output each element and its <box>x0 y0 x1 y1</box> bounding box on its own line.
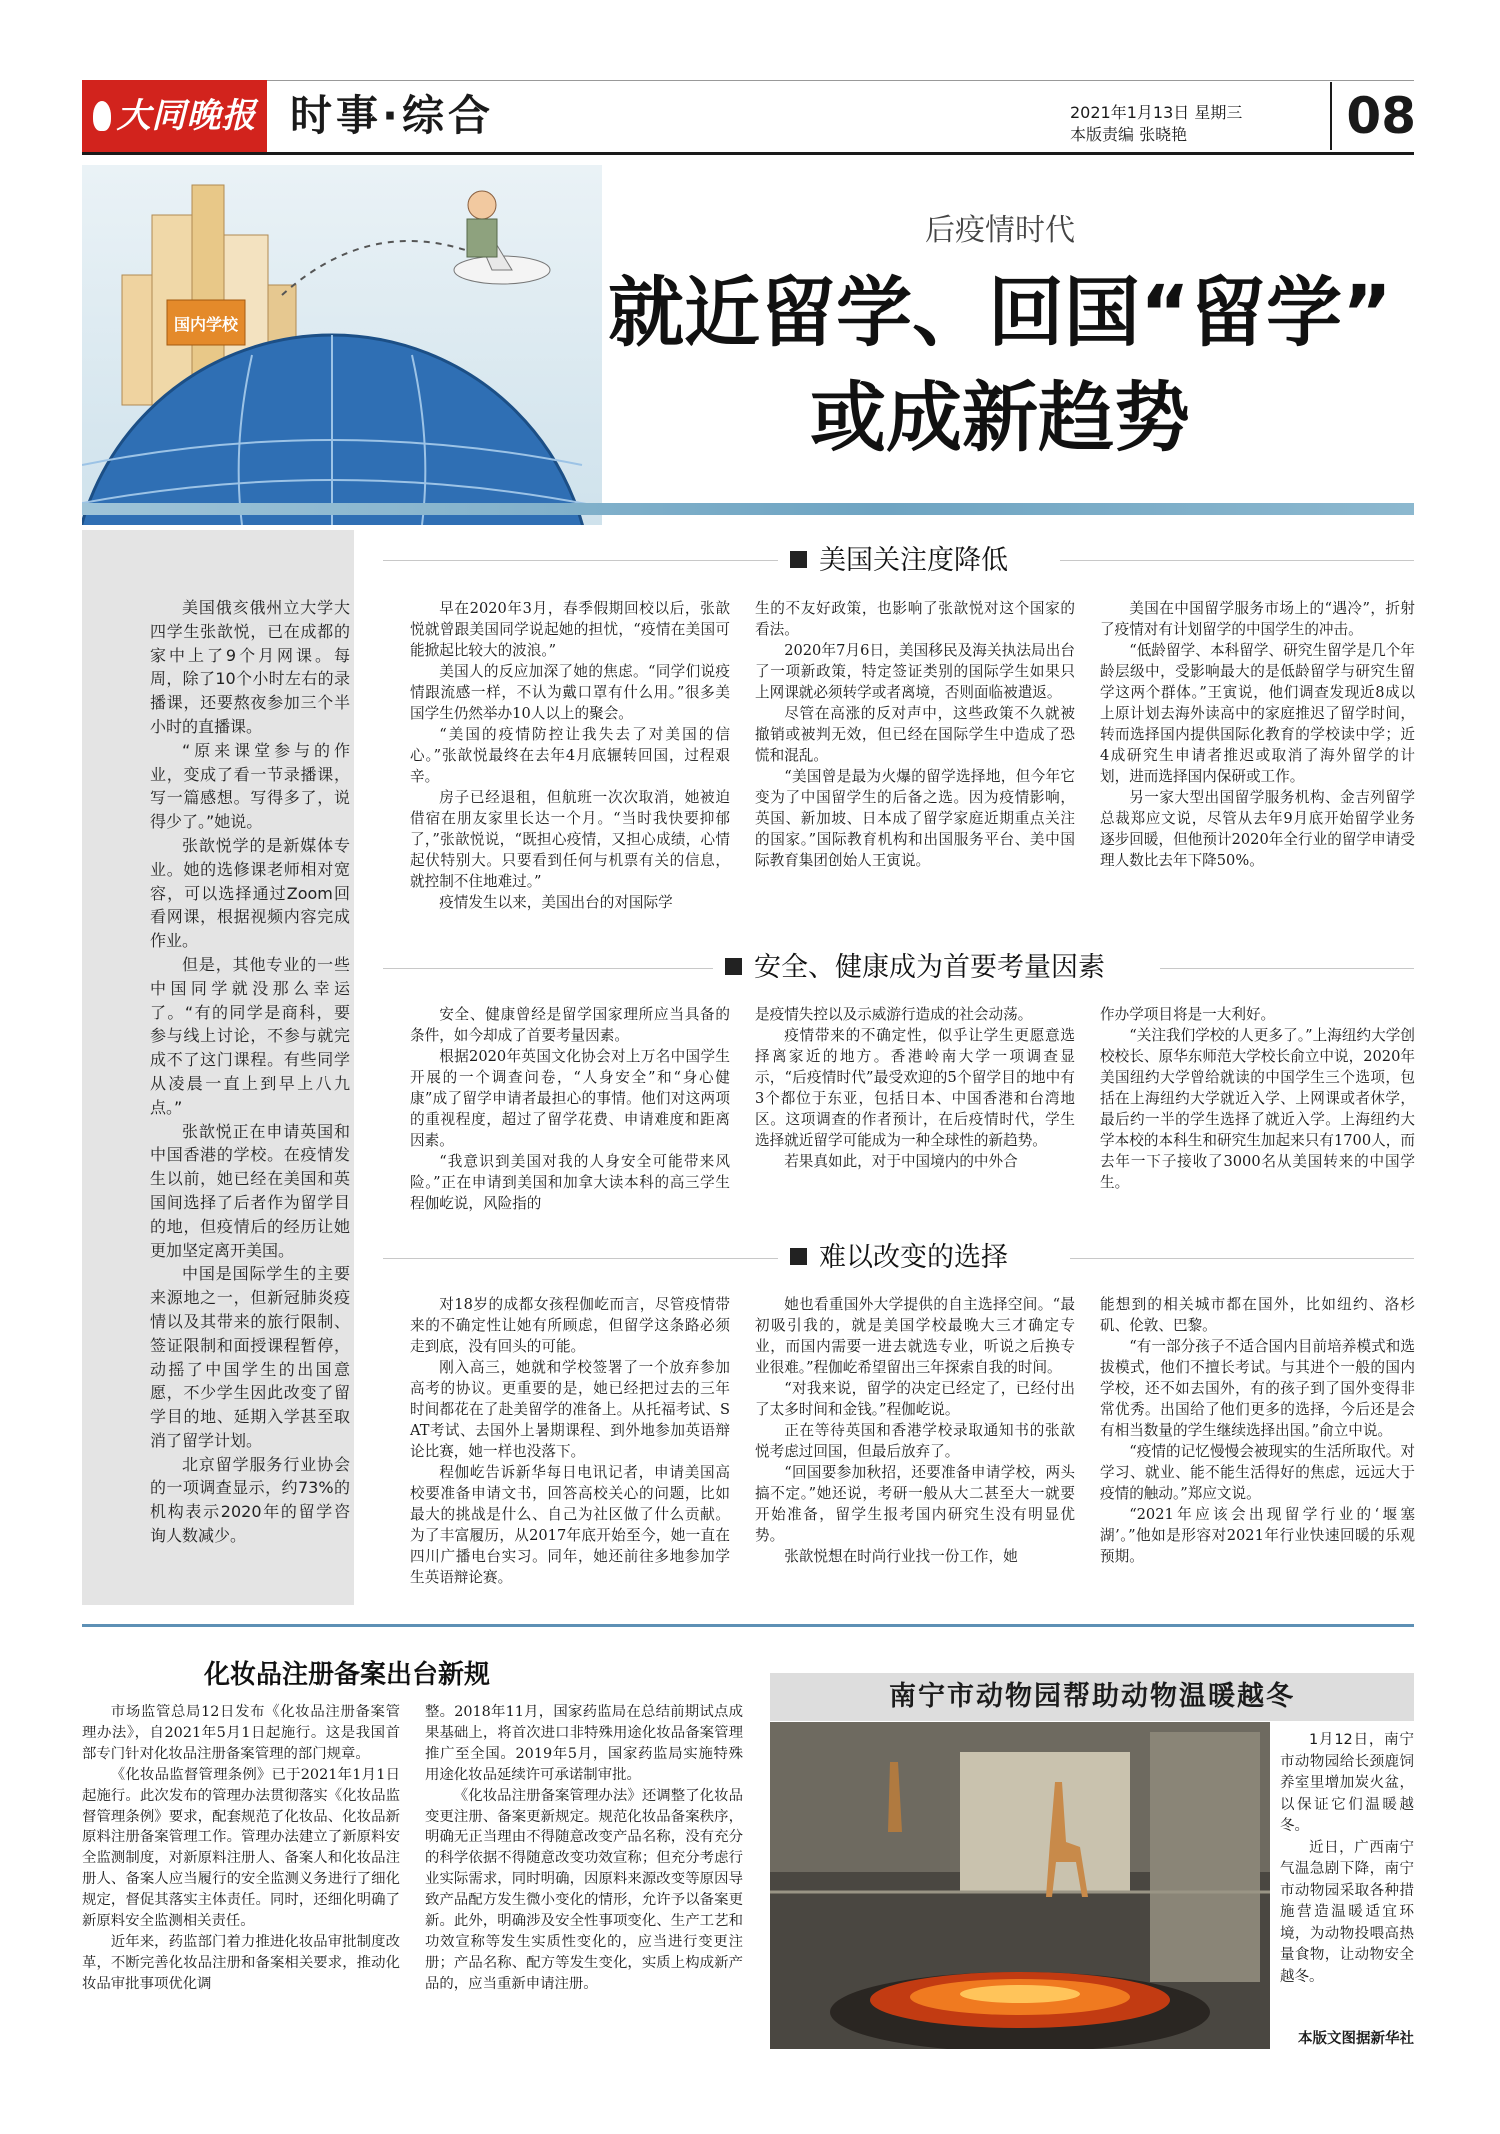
sidebar-paragraph: 张歆悦正在申请英国和中国香港的学校。在疫情发生以前，她已经在美国和英国间选择了后者作为留学目的地，但疫情后的经历让她更加坚定离开美国。 <box>150 1121 350 1260</box>
zoo-article-title: 南宁市动物园帮助动物温暖越冬 <box>770 1673 1414 1721</box>
zoo-photo <box>770 1722 1270 2049</box>
section-rule <box>1060 560 1414 561</box>
headline-line-2: 或成新趋势 <box>810 373 1190 462</box>
paragraph: “2021年应该会出现留学行业的‘堰塞湖’。”他如是形容对2021年行业快速回暖的乐观预期。 <box>1100 1506 1415 1565</box>
paragraph: 疫情带来的不确定性，似乎让学生更愿意选择离家近的地方。香港岭南大学一项调查显示，“后疫情时代”最受欢迎的5个留学目的地中有3个都位于东亚，包括日本、中国香港和台湾地区。这项调查的作者预计，在后疫情时代，学生选择就近留学可能成为一种全球性的新趋势。 <box>755 1027 1075 1149</box>
paragraph: 能想到的相关城市都在国外，比如纽约、洛杉矶、伦敦、巴黎。 <box>1100 1296 1415 1334</box>
bottom-divider <box>82 1624 1414 1627</box>
paragraph: 程伽屹告诉新华每日电讯记者，申请美国高校要准备申请文书，回答高校关心的问题，比如最大的挑战是什么、自己为社区做了什么贡献。为了丰富履历，从2017年底开始至今，她一直在四川广播电台实习。同年，她还前往多地参加学生英语辩论赛。 <box>410 1464 730 1586</box>
square-bullet-icon <box>790 1248 807 1265</box>
section-2-heading <box>725 950 1105 986</box>
paragraph: 整。2018年11月，国家药监局在总结前期试点成果基础上，将首次进口非特殊用途化妆品备案管理推广至全国。2019年5月，国家药监局实施特殊用途化妆品延续许可承诺制审批。 <box>425 1704 743 1783</box>
flame-icon <box>93 101 111 131</box>
section-2-column-1 <box>410 1004 730 1214</box>
paragraph: “美国的疫情防控让我失去了对美国的信心。”张歆悦最终在去年4月底辗转回国，过程艰辛。 <box>410 726 730 785</box>
sidebar-paragraph: 张歆悦学的是新媒体专业。她的选修课老师相对宽容，可以选择通过Zoom回看网课，根据视频内容完成作业。 <box>150 835 350 951</box>
section-rule <box>383 968 713 969</box>
paragraph: “关注我们学校的人更多了。”上海纽约大学创校校长、原华东师范大学校长俞立中说，2020年美国纽约大学曾给就读的中国学生三个选项，包括在上海纽约大学就近入学、上网课或者休学，最后约一半的学生选择了就近入学。上海纽约大学本校的本科生和研究生加起来只有1700人，而去年一下子接收了3000名从美国转来的中国学生。 <box>1100 1027 1415 1191</box>
sidebar-paragraph: 中国是国际学生的主要来源地之一，但新冠肺炎疫情以及其带来的旅行限制、签证限制和面授课程暂停，动摇了中国学生的出国意愿，不少学生因此改变了留学目的地、延期入学甚至取消了留学计划。 <box>150 1264 350 1450</box>
paragraph: 若果真如此，对于中国境内的中外合 <box>784 1153 1018 1170</box>
paragraph: “我意识到美国对我的人身安全可能带来风险。”正在申请到美国和加拿大读本科的高三学生程伽屹说，风险指的 <box>410 1153 730 1212</box>
paragraph: 根据2020年英国文化协会对上万名中国学生开展的一个调查问卷，“人身安全”和“身心健康”成了留学申请者最担心的事情。他们对这两项的重视程度，超过了留学花费、申请难度和距离因素。 <box>410 1048 730 1149</box>
cosmetics-article-title: 化妆品注册备案出台新规 <box>203 1660 490 1690</box>
zoo-caption <box>1280 1730 1414 1988</box>
paragraph: 《化妆品注册备案管理办法》还调整了化妆品变更注册、备案更新规定。规范化妆品备案秩序，明确无正当理由不得随意改变产品名称，没有充分的科学依据不得随意改变功效宣称；但充分考虑行业实际需求，同时明确，因原料来源改变等原因导致产品配方发生微小变化的情形，允许予以备案更新。此外，明确涉及安全性事项变化、生产工艺和功效宣称等发生实质性变化的，应当进行变更注册；产品名称、配方等发生变化，实质上构成新产品的，应当重新申请注册。 <box>425 1787 743 1992</box>
paragraph: 生的不友好政策，也影响了张歆悦对这个国家的看法。 <box>755 600 1075 638</box>
paragraph: 作办学项目将是一大利好。 <box>1100 1006 1276 1023</box>
paragraph: “回国要参加秋招，还要准备申请学校，两头搞不定。”她还说，考研一般从大二甚至大一就要开始准备，留学生报考国内研究生没有明显优势。 <box>755 1464 1075 1544</box>
paragraph: 张歆悦想在时尚行业找一份工作，她 <box>784 1548 1018 1565</box>
photo-credit: 本版文图据新华社 <box>1298 2031 1414 2047</box>
paragraph: 安全、健康曾经是留学国家理所应当具备的条件，如今却成了首要考量因素。 <box>410 1006 730 1044</box>
issue-date: 2021年1月13日 星期三 <box>1070 103 1243 122</box>
school-sign: 国内学校 <box>173 315 239 334</box>
paragraph: “低龄留学、本科留学、研究生留学是几个年龄层级中，受影响最大的是低龄留学与研究生留学这两个群体。”王寅说，他们调查发现近8成以上原计划去海外读高中的家庭推迟了留学时间，转而选择国内提供国际化教育的学校读中学；近4成研究生申请者推迟或取消了海外留学的计划，进而选择国内保研或工作。 <box>1100 642 1415 785</box>
sidebar-paragraph: 但是，其他专业的一些中国同学就没那么幸运了。“有的同学是商科，要参与线上讨论，不参与就完成不了这门课程。有些同学从凌晨一直上到早上八九点。” <box>150 954 350 1117</box>
issue-info <box>1070 102 1242 146</box>
section-2-title: 安全、健康成为首要考量因素 <box>754 952 1105 983</box>
square-bullet-icon <box>790 551 807 568</box>
section-1-heading <box>790 543 1008 579</box>
section-1-title: 美国关注度降低 <box>819 545 1008 576</box>
paragraph: 正在等待英国和香港学校录取通知书的张歆悦考虑过回国，但最后放弃了。 <box>755 1422 1075 1460</box>
section-rule <box>383 560 778 561</box>
headline-line-1: 就近留学、回国“留学” <box>608 268 1392 357</box>
paragraph: 市场监管总局12日发布《化妆品注册备案管理办法》，自2021年5月1日起施行。这是我国首部专门针对化妆品注册备案管理的部门规章。 <box>82 1704 400 1762</box>
headline-kicker: 后疫情时代 <box>925 213 1075 248</box>
paragraph: 早在2020年3月，春季假期回校以后，张歆悦就曾跟美国同学说起她的担忧，“疫情在美国可能掀起比较大的波浪。” <box>410 600 730 659</box>
paragraph: 2020年7月6日，美国移民及海关执法局出台了一项新政策，特定签证类别的国际学生如果只上网课就必须转学或者离境，否则面临被遣返。 <box>755 642 1075 701</box>
paragraph: “有一部分孩子不适合国内目前培养模式和选拔模式，他们不擅长考试。与其进个一般的国内学校，还不如去国外，有的孩子到了国外变得非常优秀。出国给了他们更多的选择，今后还是会有相当数量的学生继续选择出国。”俞立中说。 <box>1100 1338 1415 1439</box>
paragraph: 对18岁的成都女孩程伽屹而言，尽管疫情带来的不确定性让她有所顾虑，但留学这条路必须走到底，没有回头的可能。 <box>410 1296 730 1355</box>
square-bullet-icon <box>725 958 742 975</box>
paragraph: 尽管在高涨的反对声中，这些政策不久就被撤销或被判无效，但已经在国际学生中造成了恐慌和混乱。 <box>755 705 1075 764</box>
paragraph: “美国曾是最为火爆的留学选择地，但今年它变为了中国留学生的后备之选。因为疫情影响，英国、新加坡、日本成了留学家庭近期重点关注的国家。”国际教育机构和出国服务平台、美中国际教育集团创始人王寅说。 <box>755 768 1075 869</box>
paragraph: “对我来说，留学的决定已经定了，已经付出了太多时间和金钱。”程伽屹说。 <box>755 1380 1075 1418</box>
cosmetics-column-1 <box>82 1702 400 1995</box>
section-1-column-1 <box>410 598 730 913</box>
paragraph: 另一家大型出国留学服务机构、金吉列留学总裁郑应文说，尽管从去年9月底开始留学业务逐步回暖，但他预计2020年全行业的留学申请受理人数比去年下降50%。 <box>1100 789 1415 869</box>
paragraph: “疫情的记忆慢慢会被现实的生活所取代。对学习、就业、能不能生活得好的焦虑，远远大于疫情的触动。”郑应文说。 <box>1100 1443 1415 1502</box>
section-rule <box>1160 968 1414 969</box>
lead-sidebar-text <box>150 596 350 1548</box>
paragraph: 她也看重国外大学提供的自主选择空间。“最初吸引我的，就是美国学校最晚大三才确定专业，而国内需要一进去就选专业，听说之后换专业很难。”程伽屹希望留出三年探索自我的时间。 <box>755 1296 1075 1376</box>
paragraph: 是疫情失控以及示威游行造成的社会动荡。 <box>755 1006 1033 1023</box>
sidebar-paragraph: “原来课堂参与的作业，变成了看一节录播课，写一篇感想。写得多了，说得少了。”她说。 <box>150 740 350 832</box>
section-3-heading <box>790 1240 1008 1276</box>
section-rule <box>383 1258 778 1259</box>
cosmetics-column-2 <box>425 1702 743 1995</box>
lead-illustration <box>82 165 602 525</box>
decorative-band <box>82 503 1414 515</box>
globe-illustration <box>82 165 602 525</box>
section-1-column-3 <box>1100 598 1415 871</box>
masthead-top-rule <box>82 80 1414 81</box>
section-3-title: 难以改变的选择 <box>819 1242 1008 1273</box>
sidebar-paragraph: 北京留学服务行业协会的一项调查显示，约73%的机构表示2020年的留学咨询人数减少。 <box>150 1454 350 1546</box>
page-number: 08 <box>1330 82 1416 150</box>
paragraph: 近年来，药监部门着力推进化妆品审批制度改革，不断完善化妆品注册和备案相关要求，推动化妆品审批事项优化调 <box>82 1933 400 1992</box>
section-1-column-2 <box>755 598 1075 871</box>
section-rule <box>1070 1258 1414 1259</box>
paragraph: 《化妆品监督管理条例》已于2021年1月1日起施行。此次发布的管理办法贯彻落实《化妆品监督管理条例》要求，配套规范了化妆品、化妆品新原料注册备案管理工作。管理办法建立了新原料安全监测制度，对新原料注册人、备案人和化妆品注册人、备案人应当履行的安全监测义务进行了细化规定，督促其落实主体责任。同时，还细化明确了新原料安全监测相关责任。 <box>82 1766 400 1930</box>
section-name: 时事·综合 <box>290 91 494 140</box>
caption-paragraph: 1月12日，南宁市动物园给长颈鹿饲养室里增加炭火盆，以保证它们温暖越冬。 <box>1280 1732 1414 1834</box>
paragraph: 刚入高三，她就和学校签署了一个放弃参加高考的协议。更重要的是，她已经把过去的三年时间都花在了赴美留学的准备上。从托福考试、SAT考试、去国外上暑期课程、到外地参加英语辩论比赛，她一样也没落下。 <box>410 1359 730 1460</box>
page-editor: 本版责编 张晓艳 <box>1070 125 1188 144</box>
section-2-column-3 <box>1100 1004 1415 1193</box>
section-2-column-2 <box>755 1004 1075 1172</box>
newspaper-logo <box>82 80 267 152</box>
paragraph: 美国在中国留学服务市场上的“遇冷”，折射了疫情对有计划留学的中国学生的冲击。 <box>1100 600 1415 638</box>
section-3-column-3 <box>1100 1294 1415 1567</box>
section-3-column-2 <box>755 1294 1075 1567</box>
masthead-rule <box>82 152 1414 155</box>
giraffe-brazier-photo <box>770 1722 1270 2049</box>
sidebar-paragraph: 美国俄亥俄州立大学大四学生张歆悦，已在成都的家中上了9个月网课。每周，除了10个小时左右的录播课，还要熬夜参加三个半小时的直播课。 <box>150 598 350 736</box>
paragraph: 房子已经退租，但航班一次次取消，她被迫借宿在朋友家里长达一个月。“当时我快要抑郁了，”张歆悦说，“既担心疫情，又担心成绩，心情起伏特别大。只要看到任何与机票有关的信息，就控制不住地难过。” <box>410 789 730 890</box>
paragraph: 疫情发生以来，美国出台的对国际学 <box>439 894 673 911</box>
caption-paragraph: 近日，广西南宁气温急剧下降，南宁市动物园采取各种措施营造温暖适宜环境，为动物投喂高热量食物，让动物安全越冬。 <box>1280 1839 1414 1985</box>
section-3-column-1 <box>410 1294 730 1588</box>
paragraph: 美国人的反应加深了她的焦虑。“同学们说疫情跟流感一样，不认为戴口罩有什么用。”很多美国学生仍然举办10人以上的聚会。 <box>410 663 730 722</box>
logo-text: 大同晚报 <box>116 96 257 136</box>
